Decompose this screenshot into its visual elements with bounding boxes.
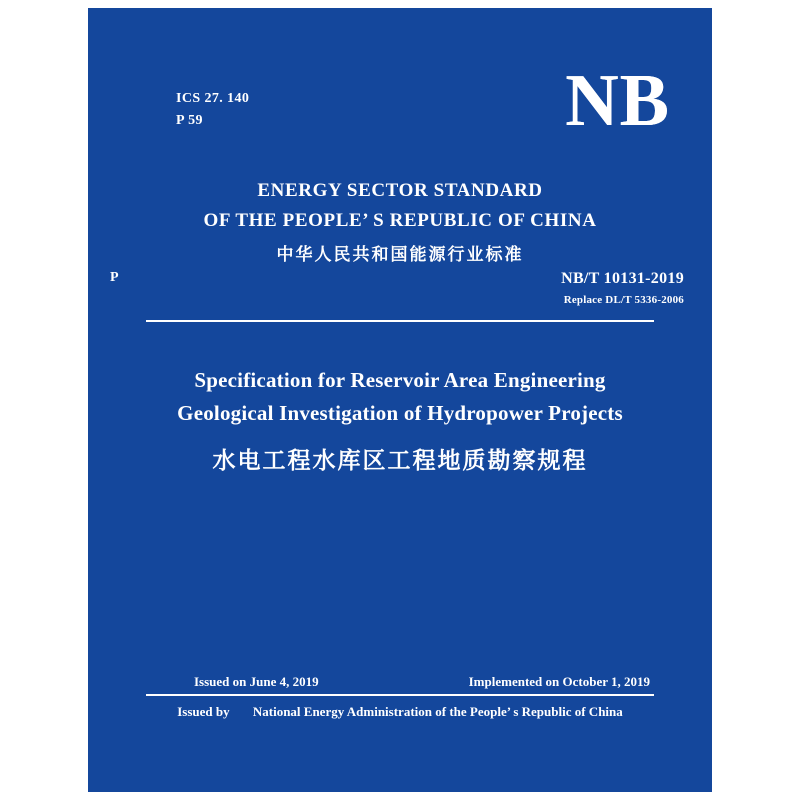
code-prefix: P	[110, 270, 119, 285]
header-chinese: 中华人民共和国能源行业标准	[276, 245, 524, 265]
replaced-standard: Replace DL/T 5336-2006	[563, 294, 684, 306]
implementation-date: Implemented on October 1, 2019	[468, 674, 650, 689]
title-block	[88, 364, 712, 475]
ics-classification-block	[176, 88, 249, 132]
divider-top	[146, 320, 654, 322]
dates-row	[88, 674, 712, 694]
divider-bottom	[146, 694, 654, 696]
title-english-line1: Specification for Reservoir Area Engineering	[194, 368, 606, 392]
issuer-name: National Energy Administration of the People’ s Republic of China	[252, 704, 623, 719]
title-chinese: 水电工程水库区工程地质勘察规程	[212, 448, 588, 474]
issue-date: Issued on June 4, 2019	[194, 674, 319, 689]
header-english-line2: OF THE PEOPLE’ S REPUBLIC OF CHINA	[203, 210, 597, 231]
header-english-line1: ENERGY SECTOR STANDARD	[257, 180, 543, 201]
standard-cover	[88, 8, 712, 792]
title-english-line2: Geological Investigation of Hydropower Projects	[177, 401, 623, 425]
nb-logo: NB	[565, 60, 670, 142]
issuer-row	[88, 704, 712, 720]
classification-code: P 59	[176, 113, 203, 128]
standard-number: NB/T 10131-2019	[561, 270, 684, 287]
standard-code-row	[88, 270, 712, 316]
ics-number: ICS 27. 140	[176, 91, 250, 106]
issued-by-label: Issued by	[177, 704, 230, 719]
